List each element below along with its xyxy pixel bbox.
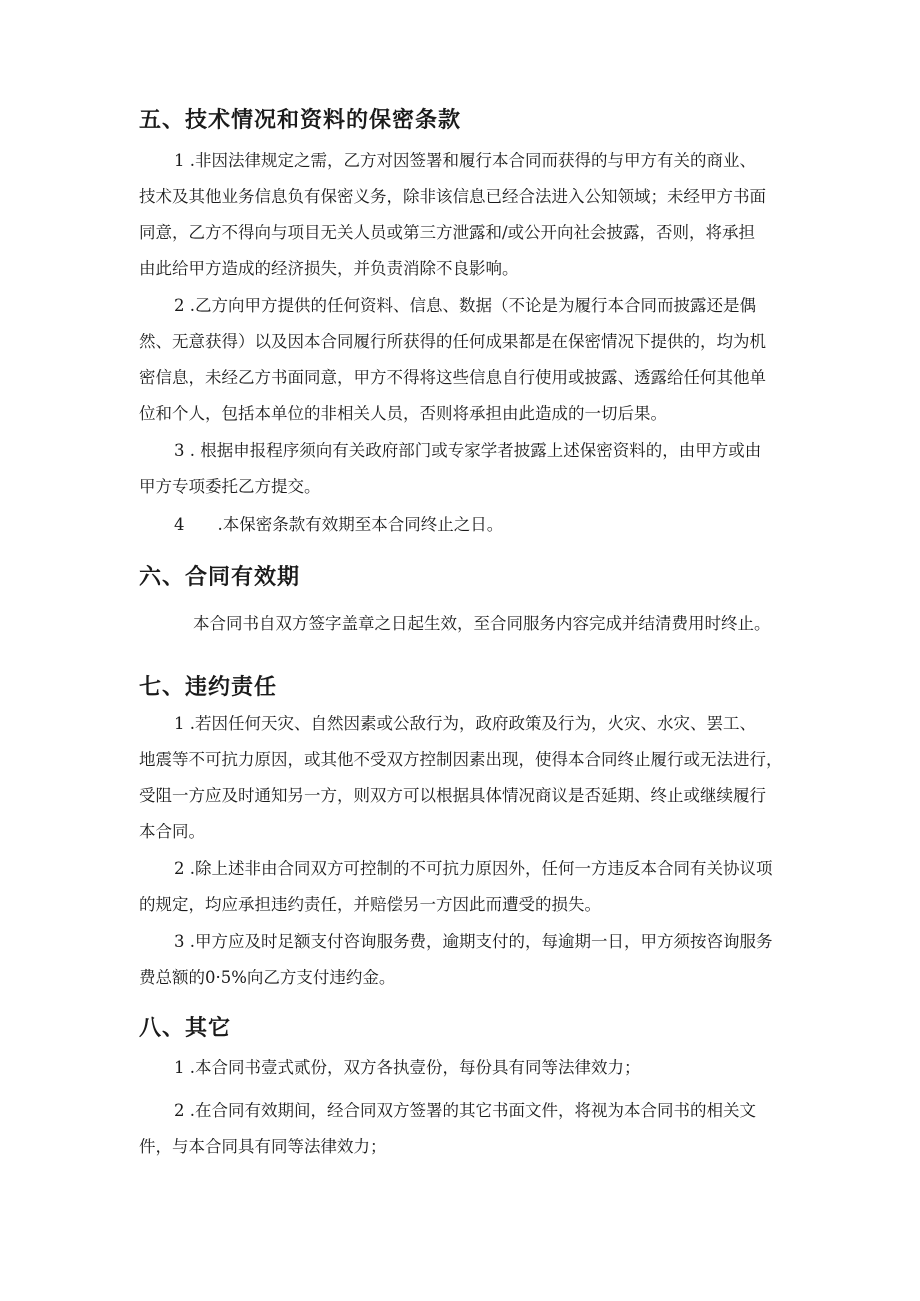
section-5-item-1 [139,143,784,287]
text-line: 然、无意获得）以及因本合同履行所获得的任何成果都是在保密情况下提供的，均为机 [139,332,766,351]
text-line: 费总额的0·5%向乙方支付违约金。 [139,968,396,987]
text-line: 甲方专项委托乙方提交。 [139,477,321,496]
section-7-heading: 七、违约责任 [139,675,278,700]
section-6-heading: 六、合同有效期 [139,565,301,590]
section-5-item-2 [139,288,784,432]
text-line: 位和个人，包括本单位的非相关人员，否则将承担由此造成的一切后果。 [139,404,667,423]
section-8-item-1 [139,1050,784,1086]
text-line: 的规定，均应承担违约责任，并赔偿另一方因此而遭受的损失。 [139,895,601,914]
text-line: 2 .在合同有效期间，经合同双方签署的其它书面文件，将视为本合同书的相关文 [174,1101,756,1120]
text-line: 3 . 根据申报程序须向有关政府部门或专家学者披露上述保密资料的，由甲方或由 [174,441,762,460]
text-line: 由此给甲方造成的经济损失，并负责消除不良影响。 [139,259,519,278]
text-line: 2 .乙方向甲方提供的任何资料、信息、数据（不论是为履行本合同而披露还是偶 [174,296,756,315]
section-5-item-3 [139,433,784,505]
text-line: 4 .本保密条款有效期至本合同终止之日。 [174,515,504,534]
text-line: 本合同。 [139,822,205,841]
text-line: 技术及其他业务信息负有保密义务，除非该信息已经合法进入公知领域；未经甲方书面 [139,187,766,206]
text-line: 地震等不可抗力原因，或其他不受双方控制因素出现，使得本合同终止履行或无法进行， [139,750,783,769]
section-7-item-3 [139,924,784,996]
section-5-heading: 五、技术情况和资料的保密条款 [139,108,462,133]
section-8-heading: 八、其它 [139,1016,232,1041]
text-line: 1 .非因法律规定之需，乙方对因签署和履行本合同而获得的与甲方有关的商业、 [174,151,756,170]
text-line: 同意，乙方不得向与项目无关人员或第三方泄露和/或公开向社会披露，否则，将承担 [139,223,756,242]
section-7-item-1 [139,706,784,850]
text-line: 3 .甲方应及时足额支付咨询服务费，逾期支付的，每逾期一日，甲方须按咨询服务 [174,932,773,951]
section-8-item-2 [139,1093,784,1165]
section-5-item-4 [139,507,784,543]
section-6-body [139,606,784,642]
text-line: 1 .本合同书壹式贰份，双方各执壹份，每份具有同等法律效力； [174,1058,641,1077]
text-line: 2 .除上述非由合同双方可控制的不可抗力原因外，任何一方违反本合同有关协议项 [174,859,773,878]
text-line: 本合同书自双方签字盖章之日起生效，至合同服务内容完成并结清费用时终止。 [193,614,771,633]
text-line: 件，与本合同具有同等法律效力； [139,1137,387,1156]
text-line: 1 .若因任何天灾、自然因素或公敌行为，政府政策及行为，火灾、水灾、罢工、 [174,714,756,733]
section-7-item-2 [139,851,784,923]
text-line: 密信息，未经乙方书面同意，甲方不得将这些信息自行使用或披露、透露给任何其他单 [139,368,766,387]
text-line: 受阻一方应及时通知另一方，则双方可以根据具体情况商议是否延期、终止或继续履行 [139,786,766,805]
